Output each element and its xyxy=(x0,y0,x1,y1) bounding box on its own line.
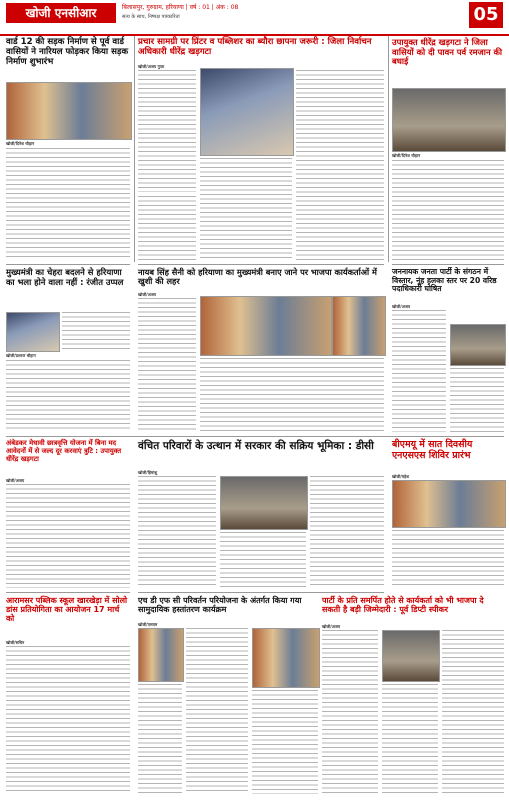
byline: खोजी/हिमांशु xyxy=(138,470,158,475)
article-text xyxy=(138,476,216,588)
headline-deprived-families: वंचित परिवारों के उत्थान में सरकार की सक्रिय भूमिका : डीसी xyxy=(138,440,374,452)
headline-nss-camp: बीएमयू में सात दिवसीय एनएसएस शिविर प्रारंभ xyxy=(392,439,473,461)
headline-ramzan-greetings: उपायुक्त धीरेंद्र खड़गटा ने जिला वासियों को दी पावन पर्व रमजान की बधाई xyxy=(392,37,503,67)
article-text xyxy=(6,484,130,588)
section-divider xyxy=(6,264,130,265)
photo-community-handover xyxy=(252,628,320,688)
headline-printer-publisher: प्रचार सामग्री पर प्रिंटर व पब्लिशर का ब्यौरा छापना जरूरी : जिला निर्वाचन अधिकारी धीरेंद्र खड़गटा xyxy=(138,37,372,57)
article-text xyxy=(6,646,130,794)
tagline: सत्य के साथ, निष्पक्ष पत्रकारिता xyxy=(122,14,180,20)
byline: खोजी/महेश xyxy=(392,474,410,479)
photo-bjp-celebration xyxy=(200,296,332,356)
byline: खोजी/दिनेश चौहान xyxy=(6,141,35,146)
byline: खोजी/अजय गुप्ता xyxy=(138,64,165,69)
article-text xyxy=(138,684,182,794)
byline: खोजी/प्रशान्त चौहान xyxy=(6,353,36,358)
photo-former-deputy-speaker xyxy=(382,630,440,682)
article-text xyxy=(450,368,504,432)
section-divider xyxy=(138,264,384,265)
column-divider xyxy=(134,36,135,262)
article-text xyxy=(6,148,130,260)
byline: खोजी/अजय xyxy=(6,478,25,483)
headline-party-dedication: पार्टी के प्रति समर्पित होते से कार्यकर्ता को भी भाजपा दे सकती है बड़ी जिम्मेदारी : पूर्व डिप्टी स्पीकर xyxy=(322,596,484,615)
photo-jjp-leader xyxy=(450,324,506,366)
article-text xyxy=(200,358,384,432)
article-text xyxy=(6,360,130,432)
byline: खोजी/अजय xyxy=(392,304,411,309)
photo-ranjeet-uppal xyxy=(6,312,60,352)
article-text xyxy=(138,196,196,260)
byline: खोजी/दिनेश चौहान xyxy=(392,153,421,158)
article-text xyxy=(382,684,438,794)
headline-ward-road: वार्ड 12 की सड़क निर्माण से पूर्व वार्ड वासियों ने नारियल फोड़कर किया सड़क निर्माण शुभारंभ xyxy=(6,37,129,67)
masthead xyxy=(0,0,509,36)
byline: खोजी/एसएम xyxy=(138,622,158,627)
article-text xyxy=(296,70,384,260)
article-text xyxy=(392,160,504,260)
byline: खोजी/सचिन xyxy=(6,640,25,645)
byline: खोजी/अजय xyxy=(322,624,341,629)
article-text xyxy=(138,70,196,192)
section-divider xyxy=(392,264,504,265)
article-text xyxy=(252,690,318,794)
section-divider xyxy=(6,436,504,437)
article-text xyxy=(138,298,196,432)
headline-nayab-saini: नायब सिंह सैनी को हरियाणा का मुख्यमंत्री बनाए जाने पर भाजपा कार्यकर्ताओं में खुशी की लहर xyxy=(138,267,377,287)
column-divider xyxy=(388,36,389,262)
photo-road-inauguration xyxy=(6,82,132,140)
article-text xyxy=(186,628,248,794)
article-text xyxy=(322,630,378,794)
article-text xyxy=(392,310,446,432)
article-text xyxy=(62,312,130,350)
article-text xyxy=(220,532,306,588)
headline-ambedkar-scholarship: अंबेडकर मेधावी छात्रवृत्ति योजना में बिना मद आवेदनों में से जल्द दूर करवाएं त्रुटि : उपायुक्त धीरेंद्र खड़गटा xyxy=(6,439,122,463)
photo-bjp-workers xyxy=(332,296,386,356)
article-text xyxy=(442,630,504,794)
section-divider xyxy=(138,592,384,593)
photo-deputy-commissioner xyxy=(392,88,506,152)
photo-hdfc-event xyxy=(138,628,184,682)
article-text xyxy=(392,530,504,588)
article-text xyxy=(310,476,384,588)
photo-dc-meeting xyxy=(220,476,308,530)
section-divider xyxy=(6,592,130,593)
photo-nss-camp xyxy=(392,480,506,528)
issue-line: बिलासपुर, गुरुग्राम, हरियाणा | वर्ष : 01 | अंक : 08 xyxy=(122,4,239,11)
headline-solo-dance: आरामसर पब्लिक स्कूल खारखेड़ा में सोलो डांस प्रतियोगिता का आयोजन 17 मार्च को xyxy=(6,596,128,624)
article-text xyxy=(200,158,292,260)
page-number: 05 xyxy=(469,2,503,28)
photo-officer-portrait xyxy=(200,68,294,156)
headline-cm-face: मुख्यमंत्री का चेहरा बदलने से हरियाणा का भला होने वाला नहीं : रंजीत उप्पल xyxy=(6,267,124,287)
newspaper-logo: खोजी एनसीआर xyxy=(6,3,116,23)
headline-hdfc-project: एच डी एफ सी परिवर्तन परियोजना के अंतर्गत किया गया सामुदायिक हस्तांतरण कार्यक्रम xyxy=(138,596,302,615)
byline: खोजी/अजय xyxy=(138,292,157,297)
headline-jjp-expansion: जननायक जनता पार्टी के संगठन में विस्तार, नूंह हलका स्तर पर 20 वरिष्ठ पदाधिकारी घोषित xyxy=(392,267,497,294)
